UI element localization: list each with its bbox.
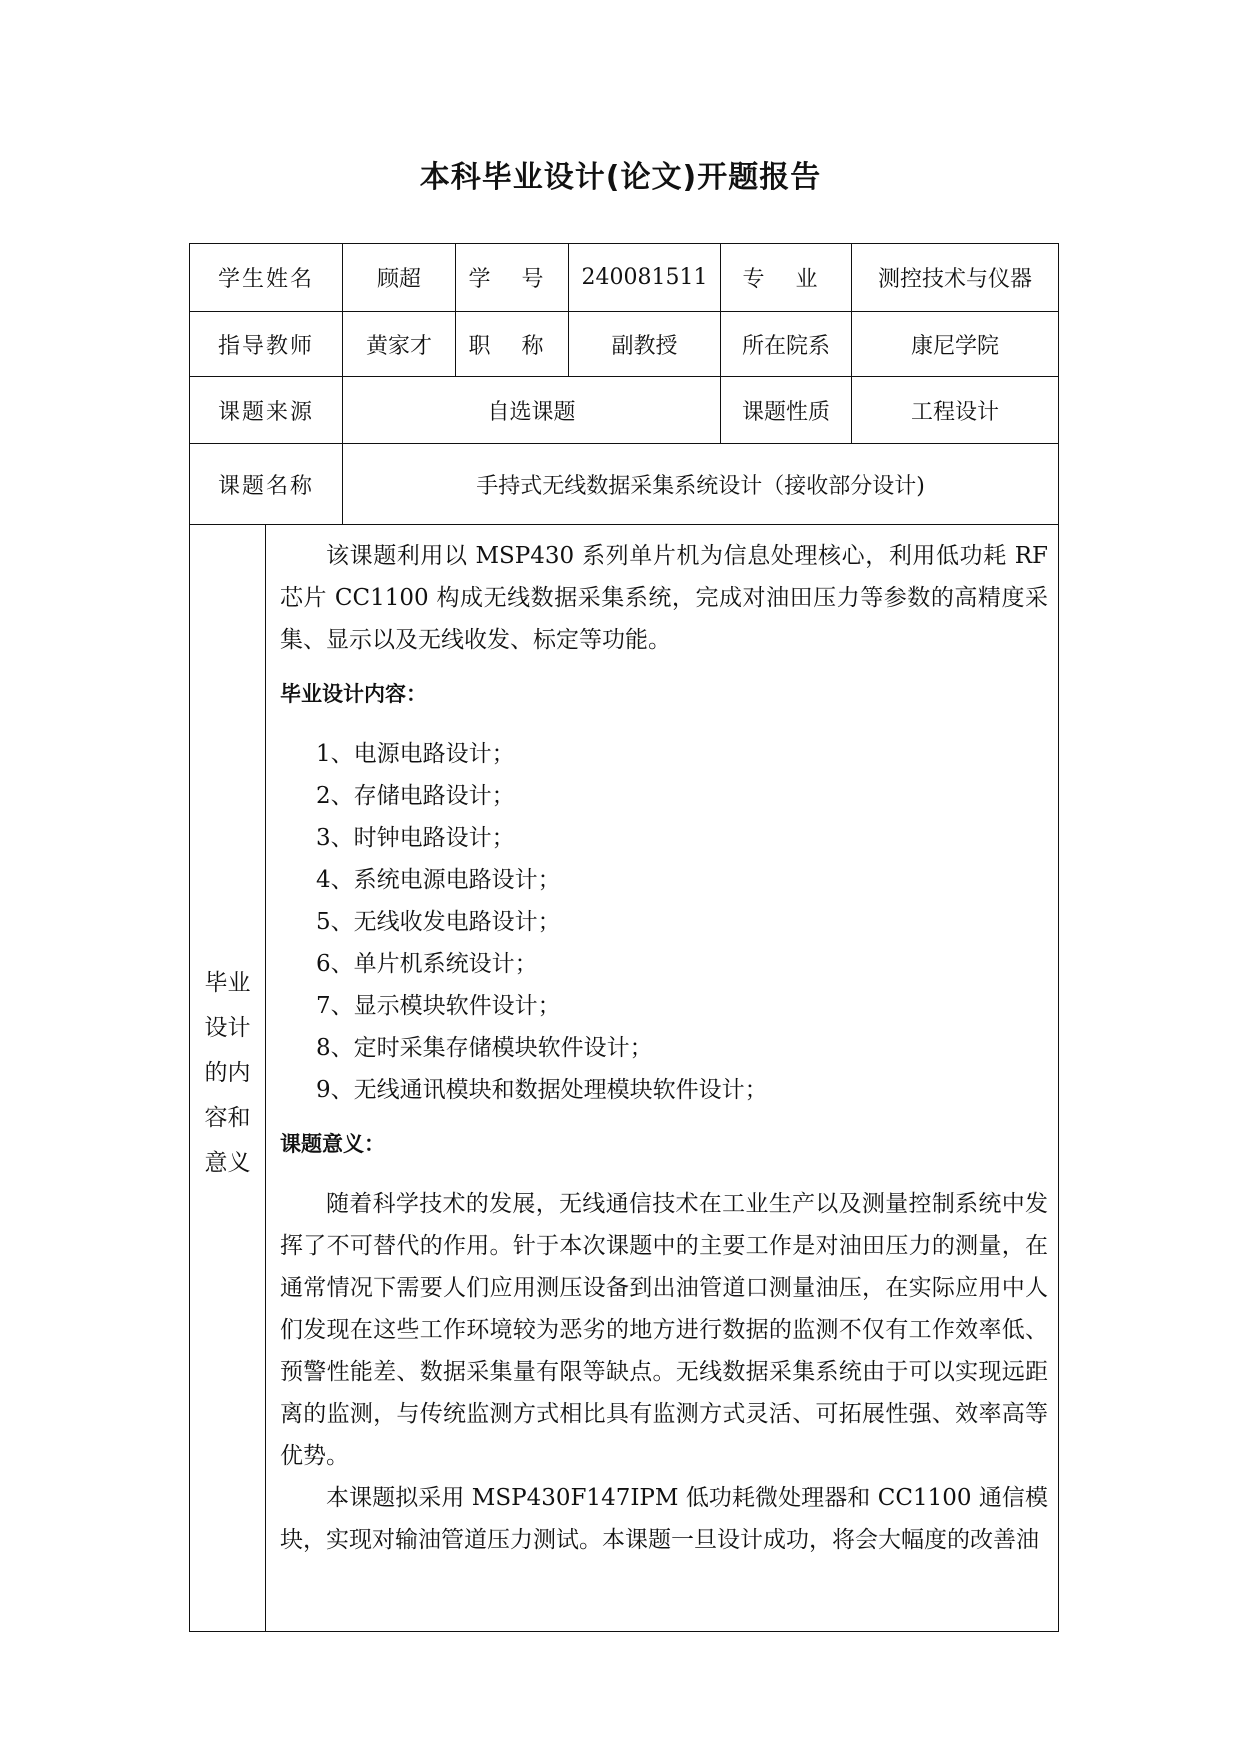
list-item: 4、系统电源电路设计；	[316, 867, 561, 893]
significance-paragraph-1: 随着科学技术的发展，无线通信技术在工业生产以及测量控制系统中发挥了不可替代的作用。针于本次课题中的主要工作是对油田压力的测量，在通常情况下需要人们应用测压设备到出油管道口测量油压，在实际应用中人们发现在这些工作环境较为恶劣的地方进行数据的监测不仅有工作效率低、预警性能差、数据采集量有限等缺点。无线数据采集系统由于可以实现远距离的监测，与传统监测方式相比具有监测方式灵活、可拓展性强、效率高等优势。	[280, 1191, 1049, 1469]
content-body	[266, 535, 1058, 1561]
list-item: 2、存储电路设计；	[316, 783, 515, 809]
list-item: 7、显示模块软件设计；	[316, 993, 561, 1019]
topic-nature-label: 课题性质	[721, 377, 852, 444]
major-value: 测控技术与仪器	[852, 244, 1059, 312]
page-title: 本科毕业设计(论文)开题报告	[419, 160, 822, 195]
list-item: 3、时钟电路设计；	[316, 825, 515, 851]
major-label: 专 业	[721, 244, 852, 312]
topic-source-label: 课题来源	[190, 377, 343, 444]
title-rank-value: 副教授	[569, 312, 721, 377]
topic-name-value: 手持式无线数据采集系统设计（接收部分设计)	[343, 444, 1059, 525]
content-row	[190, 525, 1059, 1632]
content-side-label: 毕业设计的内容和意义	[204, 969, 251, 1176]
info-row-topic-name	[190, 444, 1059, 525]
advisor-value: 黄家才	[343, 312, 456, 377]
student-id-value: 240081511	[569, 244, 721, 312]
topic-name-label: 课题名称	[190, 444, 343, 525]
title-rank-label: 职 称	[456, 312, 569, 377]
student-name-label: 学生姓名	[190, 244, 343, 312]
info-row-student	[190, 244, 1059, 312]
department-value: 康尼学院	[852, 312, 1059, 377]
report-table	[189, 243, 1059, 1632]
info-row-advisor	[190, 312, 1059, 377]
list-item: 5、无线收发电路设计；	[316, 909, 561, 935]
department-label: 所在院系	[721, 312, 852, 377]
design-content-list	[280, 733, 1048, 1111]
design-content-heading: 毕业设计内容：	[280, 682, 427, 706]
info-row-topic-source	[190, 377, 1059, 444]
advisor-label: 指导教师	[190, 312, 343, 377]
list-item: 8、定时采集存储模块软件设计；	[316, 1035, 653, 1061]
student-name-value: 顾超	[343, 244, 456, 312]
topic-nature-value: 工程设计	[852, 377, 1059, 444]
significance-heading: 课题意义：	[280, 1132, 385, 1156]
list-item: 1、电源电路设计；	[316, 741, 515, 767]
content-cell	[266, 525, 1059, 1632]
content-side-label-cell	[190, 525, 266, 1632]
significance-paragraph-2: 本课题拟采用 MSP430F147IPM 低功耗微处理器和 CC1100 通信模块，实现对输油管道压力测试。本课题一旦设计成功，将会大幅度的改善油	[280, 1485, 1049, 1553]
list-item: 6、单片机系统设计；	[316, 951, 538, 977]
topic-source-value: 自选课题	[343, 377, 721, 444]
intro-paragraph: 该课题利用以 MSP430 系列单片机为信息处理核心，利用低功耗 RF 芯片 CC1100 构成无线数据采集系统，完成对油田压力等参数的高精度采集、显示以及无线收发、标定等功能。	[280, 543, 1049, 653]
list-item: 9、无线通讯模块和数据处理模块软件设计；	[316, 1077, 768, 1103]
student-id-label: 学 号	[456, 244, 569, 312]
